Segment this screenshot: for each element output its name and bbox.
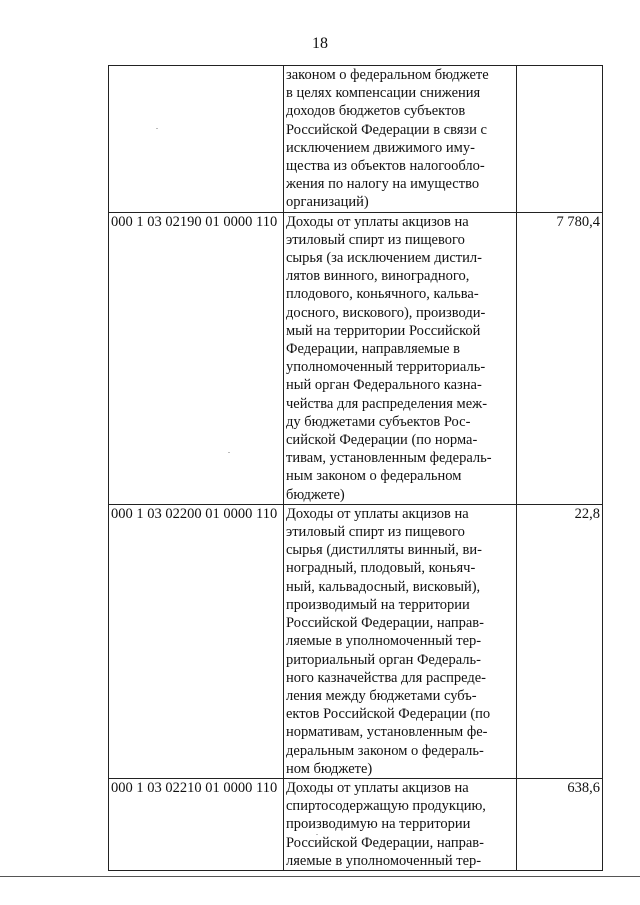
amount-cell: 7 780,4	[517, 212, 603, 504]
revenue-name-line: ным законом о федеральном	[286, 468, 462, 485]
revenue-name-line: ду бюджетами субъектов Рос-	[286, 413, 471, 430]
revenue-name-line: Доходы от уплаты акцизов на	[286, 505, 469, 522]
revenue-name-line: доходов бюджетов субъектов	[286, 103, 466, 120]
revenue-name-line: досного, вискового), производи-	[286, 304, 486, 321]
revenue-table	[108, 65, 603, 871]
revenue-name-line: сийской Федерации (по норма-	[286, 432, 478, 449]
revenue-name-line: ляемые в уполномоченный тер-	[286, 852, 482, 869]
amount-cell: 22,8	[517, 504, 603, 778]
table-row	[109, 504, 603, 778]
revenue-name-line: чейства для распределения меж-	[286, 395, 488, 412]
budget-code-cell: 000 1 03 02200 01 0000 110	[109, 504, 284, 778]
revenue-name-line: нормативам, установленным фе-	[286, 724, 488, 741]
revenue-name-line: щества из объектов налогообло-	[286, 158, 485, 175]
table-row	[109, 778, 603, 870]
revenue-name-line: лятов винного, виноградного,	[286, 268, 470, 285]
revenue-table-body	[109, 66, 603, 871]
amount-cell	[517, 66, 603, 213]
revenue-name-cell	[284, 504, 517, 778]
revenue-name-line: организаций)	[286, 194, 369, 211]
revenue-name-line: законом о федеральном бюджете	[286, 67, 489, 83]
table-row	[109, 212, 603, 504]
revenue-name-line: этиловый спирт из пищевого	[286, 231, 465, 248]
revenue-name-line: этиловый спирт из пищевого	[286, 524, 465, 541]
revenue-name-line: мый на территории Российской	[286, 322, 481, 339]
revenue-name-line: Российской Федерации, направ-	[286, 615, 484, 632]
revenue-name-line: Доходы от уплаты акцизов на	[286, 213, 469, 230]
revenue-name-line: ный орган Федерального казна-	[286, 377, 482, 394]
page-bottom-edge	[0, 876, 640, 877]
revenue-name-cell	[284, 66, 517, 213]
revenue-name-line: Российской Федерации в связи с	[286, 121, 487, 138]
revenue-name-line: ектов Российской Федерации (по	[286, 706, 491, 723]
revenue-name-line: риториальный орган Федераль-	[286, 651, 481, 668]
scan-speck	[316, 834, 318, 835]
revenue-name-line: бюджете)	[286, 486, 345, 503]
revenue-name-line: ного казначейства для распреде-	[286, 669, 486, 686]
revenue-name-line: сырья (дистилляты винный, ви-	[286, 542, 482, 559]
revenue-name-line: тивам, установленным федераль-	[286, 450, 492, 467]
revenue-name-line: жения по налогу на имущество	[286, 176, 480, 193]
revenue-name-line: ноградный, плодовый, коньяч-	[286, 560, 476, 577]
revenue-name-line: уполномоченный территориаль-	[286, 359, 486, 376]
amount-cell: 638,6	[517, 778, 603, 870]
revenue-name-line: в целях компенсации снижения	[286, 85, 481, 102]
budget-code-cell: 000 1 03 02210 01 0000 110	[109, 778, 284, 870]
revenue-name-cell	[284, 778, 517, 870]
budget-code-cell	[109, 66, 284, 213]
revenue-name-line: ный, кальвадосный, висковый),	[286, 578, 481, 595]
scan-speck	[228, 452, 230, 453]
revenue-name-line: ном бюджете)	[286, 760, 373, 777]
table-row	[109, 66, 603, 213]
budget-code-cell: 000 1 03 02190 01 0000 110	[109, 212, 284, 504]
page-number: 18	[312, 35, 328, 52]
revenue-name-line: производимый на территории	[286, 596, 470, 613]
revenue-name-line: сырья (за исключением дистил-	[286, 250, 482, 267]
revenue-name-line: Доходы от уплаты акцизов на	[286, 779, 469, 796]
revenue-name-line: Российской Федерации, направ-	[286, 834, 484, 851]
revenue-name-line: Федерации, направляемые в	[286, 341, 460, 358]
revenue-name-line: исключением движимого иму-	[286, 139, 475, 156]
revenue-name-line: производимую на территории	[286, 816, 471, 833]
revenue-name-line: ляемые в уполномоченный тер-	[286, 633, 482, 650]
scan-speck	[156, 128, 158, 129]
revenue-name-line: плодового, коньячного, кальва-	[286, 286, 479, 303]
revenue-name-line: ления между бюджетами субъ-	[286, 687, 477, 704]
revenue-name-line: спиртосодержащую продукцию,	[286, 798, 486, 815]
revenue-name-cell	[284, 212, 517, 504]
revenue-name-line: деральным законом о федераль-	[286, 742, 484, 759]
